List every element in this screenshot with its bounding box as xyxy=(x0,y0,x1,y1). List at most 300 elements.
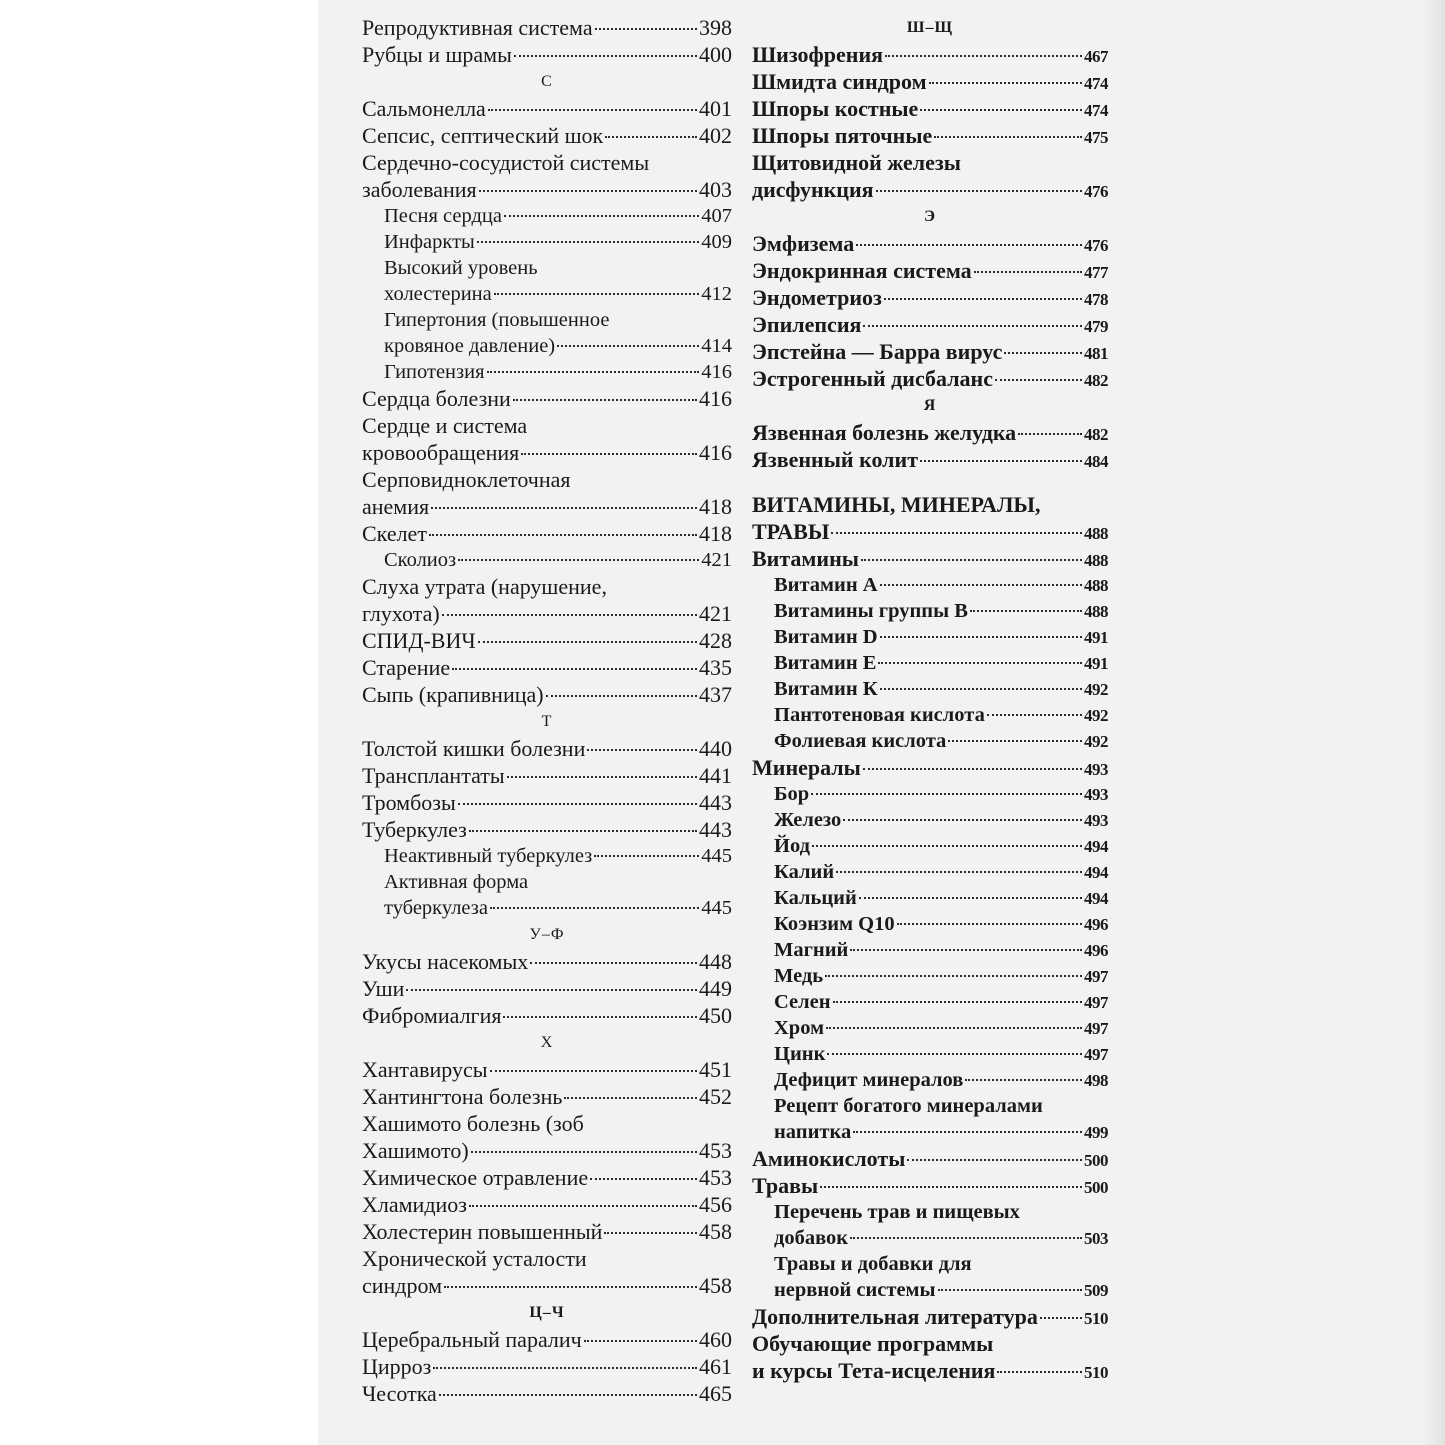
page-number: 500 xyxy=(1084,1151,1108,1170)
dot-leader xyxy=(825,975,1082,977)
entry-title: Активная форма xyxy=(384,871,529,893)
index-entry xyxy=(362,735,732,762)
index-entry xyxy=(362,789,732,816)
page-number: 498 xyxy=(1084,1071,1108,1090)
dot-leader xyxy=(948,740,1082,742)
page-number: 497 xyxy=(1084,967,1108,986)
page-number: 482 xyxy=(1084,425,1108,444)
entry-title: Фибромиалгия xyxy=(362,1003,502,1028)
entry-title: Хром xyxy=(774,1017,825,1039)
index-entry xyxy=(362,439,732,466)
entry-title: Фолиевая кислота xyxy=(774,730,947,752)
index-entry xyxy=(752,754,1108,781)
index-entry xyxy=(362,229,732,255)
page-number: 493 xyxy=(1084,760,1108,779)
entry-title: Рубцы и шрамы xyxy=(362,42,512,67)
page-number: 488 xyxy=(1084,602,1108,621)
entry-title: добавок xyxy=(774,1227,849,1249)
index-entry xyxy=(362,1164,732,1191)
index-entry xyxy=(752,833,1108,859)
entry-title: Хантингтона болезнь xyxy=(362,1084,563,1109)
entry-title: Шмидта синдром xyxy=(752,69,927,94)
dot-leader xyxy=(826,1027,1082,1029)
entry-title: анемия xyxy=(362,494,430,519)
page-number: 402 xyxy=(699,123,732,148)
index-entry xyxy=(752,1277,1108,1303)
index-entry xyxy=(752,68,1108,95)
page-number: 418 xyxy=(699,521,732,546)
page-number: 482 xyxy=(1084,371,1108,390)
page-number: 510 xyxy=(1084,1363,1108,1382)
index-entry xyxy=(752,311,1108,338)
page-number: 441 xyxy=(699,763,732,788)
dot-leader xyxy=(521,453,697,455)
page-number: 503 xyxy=(1084,1229,1108,1248)
index-entry xyxy=(752,572,1108,598)
dot-leader xyxy=(458,559,699,561)
index-entry xyxy=(362,895,732,921)
entry-title: Скелет xyxy=(362,521,427,546)
dot-leader xyxy=(859,897,1082,899)
entry-title: Гипотензия xyxy=(384,361,485,383)
index-entry xyxy=(362,281,732,307)
page-number: 491 xyxy=(1084,654,1108,673)
dot-leader xyxy=(587,749,697,751)
entry-title: Дефицит минералов xyxy=(774,1069,964,1091)
index-entry xyxy=(362,1191,732,1218)
dot-leader xyxy=(880,688,1082,690)
dot-leader xyxy=(995,379,1082,381)
entry-title: Эмфизема xyxy=(752,231,855,256)
entry-title: Хашимото болезнь (зоб xyxy=(362,1111,584,1136)
page-number: 488 xyxy=(1084,524,1108,543)
dot-leader xyxy=(1004,352,1082,354)
entry-title: Церебральный паралич xyxy=(362,1327,582,1352)
index-entry xyxy=(752,1145,1108,1172)
entry-title: Витамин А xyxy=(774,574,878,596)
page-number: 421 xyxy=(701,549,732,571)
entry-title: Шпоры костные xyxy=(752,96,919,121)
index-entry xyxy=(362,1380,732,1407)
page-number: 435 xyxy=(699,655,732,680)
index-entry-continuation xyxy=(362,412,732,439)
dot-leader xyxy=(897,923,1082,925)
dot-leader xyxy=(850,949,1082,951)
dot-leader xyxy=(970,610,1082,612)
index-entry-continuation xyxy=(362,149,732,176)
dot-leader xyxy=(439,1394,697,1396)
dot-leader xyxy=(885,55,1082,57)
dot-leader xyxy=(863,768,1082,770)
index-entry xyxy=(752,446,1108,473)
page-number: 412 xyxy=(701,283,732,305)
index-entry xyxy=(362,843,732,869)
index-entry-continuation xyxy=(362,307,732,333)
page-number: 414 xyxy=(701,335,732,357)
index-entry xyxy=(752,1303,1108,1330)
page-number: 491 xyxy=(1084,628,1108,647)
entry-title: заболевания xyxy=(362,177,477,202)
dot-leader xyxy=(987,714,1082,716)
page-number: 492 xyxy=(1084,732,1108,751)
index-entry xyxy=(362,600,732,627)
dot-leader xyxy=(431,507,697,509)
page-number: 494 xyxy=(1084,889,1108,908)
index-entry xyxy=(362,1083,732,1110)
index-entry xyxy=(362,122,732,149)
entry-title: Железо xyxy=(774,809,842,831)
entry-title: Высокий уровень xyxy=(384,257,538,279)
dot-leader xyxy=(477,241,699,243)
entry-title: Дополнительная литература xyxy=(752,1304,1038,1329)
index-entry-continuation xyxy=(752,491,1108,518)
entry-title: Щитовидной железы xyxy=(752,150,961,175)
page-number: 474 xyxy=(1084,101,1108,120)
entry-title: Цинк xyxy=(774,1043,826,1065)
page-number: 458 xyxy=(699,1273,732,1298)
entry-title: Витамин К xyxy=(774,678,878,700)
page-number: 451 xyxy=(699,1057,732,1082)
entry-title: Витамины xyxy=(752,546,859,571)
dot-leader xyxy=(488,109,697,111)
dot-leader xyxy=(920,109,1082,111)
dot-leader xyxy=(429,534,697,536)
index-entry xyxy=(752,338,1108,365)
page-number: 476 xyxy=(1084,236,1108,255)
index-entry-continuation xyxy=(362,573,732,600)
index-entry xyxy=(752,911,1108,937)
dot-leader xyxy=(861,559,1082,561)
entry-title: Язвенный колит xyxy=(752,447,918,472)
dot-leader xyxy=(433,1367,697,1369)
index-entry xyxy=(752,807,1108,833)
index-entry xyxy=(752,1067,1108,1093)
index-entry xyxy=(362,762,732,789)
entry-title: Сыпь (крапивница) xyxy=(362,682,544,707)
dot-leader xyxy=(469,1205,697,1207)
index-entry xyxy=(752,230,1108,257)
dot-leader xyxy=(479,190,697,192)
entry-title: Хашимото) xyxy=(362,1138,469,1163)
entry-title: Перечень трав и пищевых xyxy=(774,1201,1020,1223)
index-entry xyxy=(752,257,1108,284)
page-number: 497 xyxy=(1084,993,1108,1012)
page-number: 509 xyxy=(1084,1281,1108,1300)
dot-leader xyxy=(478,641,697,643)
index-entry xyxy=(752,419,1108,446)
entry-title: Сепсис, септический шок xyxy=(362,123,604,148)
index-entry xyxy=(752,1172,1108,1199)
index-entry xyxy=(752,963,1108,989)
section-letter-heading: У–Ф xyxy=(529,926,565,943)
dot-leader xyxy=(997,1371,1082,1373)
index-entry xyxy=(362,493,732,520)
page-number: 496 xyxy=(1084,915,1108,934)
dot-leader xyxy=(1040,1317,1082,1319)
entry-title: Сколиоз xyxy=(384,549,457,571)
entry-title: Селен xyxy=(774,991,831,1013)
page-number: 476 xyxy=(1084,182,1108,201)
section-letter-heading: Х xyxy=(540,1034,554,1051)
index-entry xyxy=(362,95,732,122)
dot-leader xyxy=(878,662,1082,664)
section-letter-heading: Т xyxy=(541,713,553,730)
page-number: 458 xyxy=(699,1219,732,1244)
index-entry xyxy=(362,1002,732,1029)
entry-title: Холестерин повышенный xyxy=(362,1219,603,1244)
entry-title: Рецепт богатого минералами xyxy=(774,1095,1043,1117)
dot-leader xyxy=(876,190,1082,192)
dot-leader xyxy=(880,636,1082,638)
page-number: 453 xyxy=(699,1165,732,1190)
section-gap xyxy=(752,473,1108,491)
index-entry xyxy=(752,728,1108,754)
entry-title: Серповидноклеточная xyxy=(362,467,571,492)
dot-leader xyxy=(850,1237,1082,1239)
entry-title: глухота) xyxy=(362,601,440,626)
index-entry xyxy=(752,624,1108,650)
page-number: 443 xyxy=(699,817,732,842)
index-entry xyxy=(752,937,1108,963)
entry-title: Толстой кишки болезни xyxy=(362,736,586,761)
dot-leader xyxy=(907,1159,1082,1161)
index-entry xyxy=(752,702,1108,728)
page-number: 461 xyxy=(699,1354,732,1379)
entry-title: Неактивный туберкулез xyxy=(384,845,593,867)
page-edge-shadow xyxy=(1423,0,1445,1445)
dot-leader xyxy=(827,1053,1082,1055)
page-number: 452 xyxy=(699,1084,732,1109)
dot-leader xyxy=(564,1097,697,1099)
page-number: 453 xyxy=(699,1138,732,1163)
entry-title: дисфункция xyxy=(752,177,874,202)
index-entry xyxy=(362,176,732,203)
index-entry xyxy=(752,518,1108,545)
entry-title: Витамин Е xyxy=(774,652,877,674)
entry-title: Туберкулез xyxy=(362,817,467,842)
dot-leader xyxy=(546,695,697,697)
page-number: 401 xyxy=(699,96,732,121)
index-entry xyxy=(752,545,1108,572)
entry-title: кровообращения xyxy=(362,440,520,465)
page-number: 479 xyxy=(1084,317,1108,336)
index-entry-continuation xyxy=(362,869,732,895)
entry-title: напитка xyxy=(774,1121,852,1143)
dot-leader xyxy=(856,244,1082,246)
page-number: 477 xyxy=(1084,263,1108,282)
index-entry xyxy=(752,676,1108,702)
entry-title: ВИТАМИНЫ, МИНЕРАЛЫ, xyxy=(752,492,1041,517)
dot-leader xyxy=(811,793,1082,795)
section-letter-heading: Я xyxy=(923,397,937,414)
index-entry xyxy=(362,385,732,412)
page-number: 450 xyxy=(699,1003,732,1028)
entry-title: Пантотеновая кислота xyxy=(774,704,985,726)
index-entry-continuation xyxy=(752,1093,1108,1119)
page-number: 496 xyxy=(1084,941,1108,960)
entry-title: Эпилепсия xyxy=(752,312,862,337)
dot-leader xyxy=(880,584,1082,586)
page-number: 449 xyxy=(699,976,732,1001)
dot-leader xyxy=(812,845,1082,847)
entry-title: Хронической усталости xyxy=(362,1246,587,1271)
page-number: 440 xyxy=(699,736,732,761)
dot-leader xyxy=(471,1151,697,1153)
index-entry xyxy=(752,1015,1108,1041)
entry-title: Сердце и система xyxy=(362,413,528,438)
page-number: 488 xyxy=(1084,551,1108,570)
page-number: 445 xyxy=(701,897,732,919)
page-number: 494 xyxy=(1084,863,1108,882)
entry-title: Медь xyxy=(774,965,824,987)
page-number: 467 xyxy=(1084,47,1108,66)
dot-leader xyxy=(504,215,699,217)
entry-title: Инфаркты xyxy=(384,231,475,253)
index-entry xyxy=(362,203,732,229)
dot-leader xyxy=(974,271,1082,273)
entry-title: ТРАВЫ xyxy=(752,519,830,544)
page-number: 445 xyxy=(701,845,732,867)
entry-title: СПИД-ВИЧ xyxy=(362,628,476,653)
index-entry xyxy=(752,989,1108,1015)
index-entry xyxy=(362,547,732,573)
dot-leader xyxy=(442,614,697,616)
dot-leader xyxy=(444,1286,697,1288)
entry-title: Репродуктивная система xyxy=(362,15,593,40)
dot-leader xyxy=(494,293,700,295)
page-number: 456 xyxy=(699,1192,732,1217)
entry-title: Сердечно-сосудистой системы xyxy=(362,150,650,175)
entry-title: Чесотка xyxy=(362,1381,437,1406)
entry-title: Хантавирусы xyxy=(362,1057,488,1082)
dot-leader xyxy=(831,532,1082,534)
dot-leader xyxy=(594,855,699,857)
index-entry xyxy=(752,122,1108,149)
index-entry xyxy=(752,95,1108,122)
entry-title: Кальций xyxy=(774,887,857,909)
index-entry xyxy=(362,816,732,843)
dot-leader xyxy=(513,399,697,401)
entry-title: Травы xyxy=(752,1173,819,1198)
entry-title: Витамин D xyxy=(774,626,878,648)
index-entry xyxy=(362,681,732,708)
entry-title: Эндометриоз xyxy=(752,285,882,310)
index-entry-continuation xyxy=(362,1110,732,1137)
dot-leader xyxy=(934,136,1082,138)
index-entry-continuation xyxy=(362,466,732,493)
index-entry xyxy=(362,1353,732,1380)
index-entry xyxy=(752,284,1108,311)
page-number: 398 xyxy=(699,15,732,40)
page-number: 478 xyxy=(1084,290,1108,309)
index-entry xyxy=(752,598,1108,624)
entry-title: Коэнзим Q10 xyxy=(774,913,895,935)
dot-leader xyxy=(584,1340,697,1342)
page-number: 409 xyxy=(701,231,732,253)
dot-leader xyxy=(820,1186,1082,1188)
entry-title: Йод xyxy=(774,835,810,857)
page-number: 500 xyxy=(1084,1178,1108,1197)
entry-title: Эпстейна — Барра вирус xyxy=(752,339,1003,364)
page-number: 493 xyxy=(1084,811,1108,830)
entry-title: Песня сердца xyxy=(384,205,502,227)
entry-title: Шпоры пяточные xyxy=(752,123,933,148)
page-number: 492 xyxy=(1084,706,1108,725)
page-number: 497 xyxy=(1084,1019,1108,1038)
dot-leader xyxy=(938,1289,1082,1291)
dot-leader xyxy=(853,1131,1082,1133)
entry-title: Слуха утрата (нарушение, xyxy=(362,574,607,599)
entry-title: Укусы насекомых xyxy=(362,949,529,974)
page-number: 416 xyxy=(699,386,732,411)
entry-title: синдром xyxy=(362,1273,443,1298)
index-entry xyxy=(362,359,732,385)
entry-title: Язвенная болезнь желудка xyxy=(752,420,1017,445)
index-entry xyxy=(362,1056,732,1083)
entry-title: Бор xyxy=(774,783,810,805)
index-entry xyxy=(362,948,732,975)
page-number: 481 xyxy=(1084,344,1108,363)
dot-leader xyxy=(884,298,1082,300)
index-entry xyxy=(362,1137,732,1164)
entry-title: Витамины группы В xyxy=(774,600,968,622)
page-number: 488 xyxy=(1084,576,1108,595)
dot-leader xyxy=(836,871,1082,873)
page-number: 407 xyxy=(701,205,732,227)
entry-title: Эстрогенный дисбаланс xyxy=(752,366,993,391)
index-entry xyxy=(362,975,732,1002)
entry-title: Сердца болезни xyxy=(362,386,511,411)
index-entry xyxy=(752,1357,1108,1384)
entry-title: кровяное давление) xyxy=(384,335,556,357)
section-letter-heading: Ш–Щ xyxy=(906,19,954,36)
dot-leader xyxy=(920,460,1082,462)
dot-leader xyxy=(590,1178,697,1180)
page-number: 484 xyxy=(1084,452,1108,471)
index-entry-continuation xyxy=(362,1245,732,1272)
dot-leader xyxy=(833,1001,1082,1003)
entry-title: Цирроз xyxy=(362,1354,432,1379)
page-number: 493 xyxy=(1084,785,1108,804)
dot-leader xyxy=(1018,433,1082,435)
dot-leader xyxy=(503,1016,697,1018)
page-number: 474 xyxy=(1084,74,1108,93)
entry-title: Обучающие программы xyxy=(752,1331,994,1356)
entry-title: Калий xyxy=(774,861,835,883)
entry-title: Хламидиоз xyxy=(362,1192,467,1217)
page-number: 460 xyxy=(699,1327,732,1352)
dot-leader xyxy=(843,819,1082,821)
entry-title: Тромбозы xyxy=(362,790,456,815)
index-column-right xyxy=(752,14,1108,1384)
entry-title: Трансплантаты xyxy=(362,763,505,788)
dot-leader xyxy=(514,55,697,57)
page-number: 416 xyxy=(701,361,732,383)
index-entry xyxy=(362,1218,732,1245)
index-entry xyxy=(752,781,1108,807)
page-number: 416 xyxy=(699,440,732,465)
entry-title: Магний xyxy=(774,939,849,961)
page-number: 418 xyxy=(699,494,732,519)
page-number: 510 xyxy=(1084,1309,1108,1328)
page-number: 421 xyxy=(699,601,732,626)
index-entry xyxy=(752,1041,1108,1067)
page-number: 437 xyxy=(699,682,732,707)
index-entry-continuation xyxy=(362,255,732,281)
index-entry xyxy=(362,41,732,68)
dot-leader xyxy=(490,1070,698,1072)
page-number: 494 xyxy=(1084,837,1108,856)
